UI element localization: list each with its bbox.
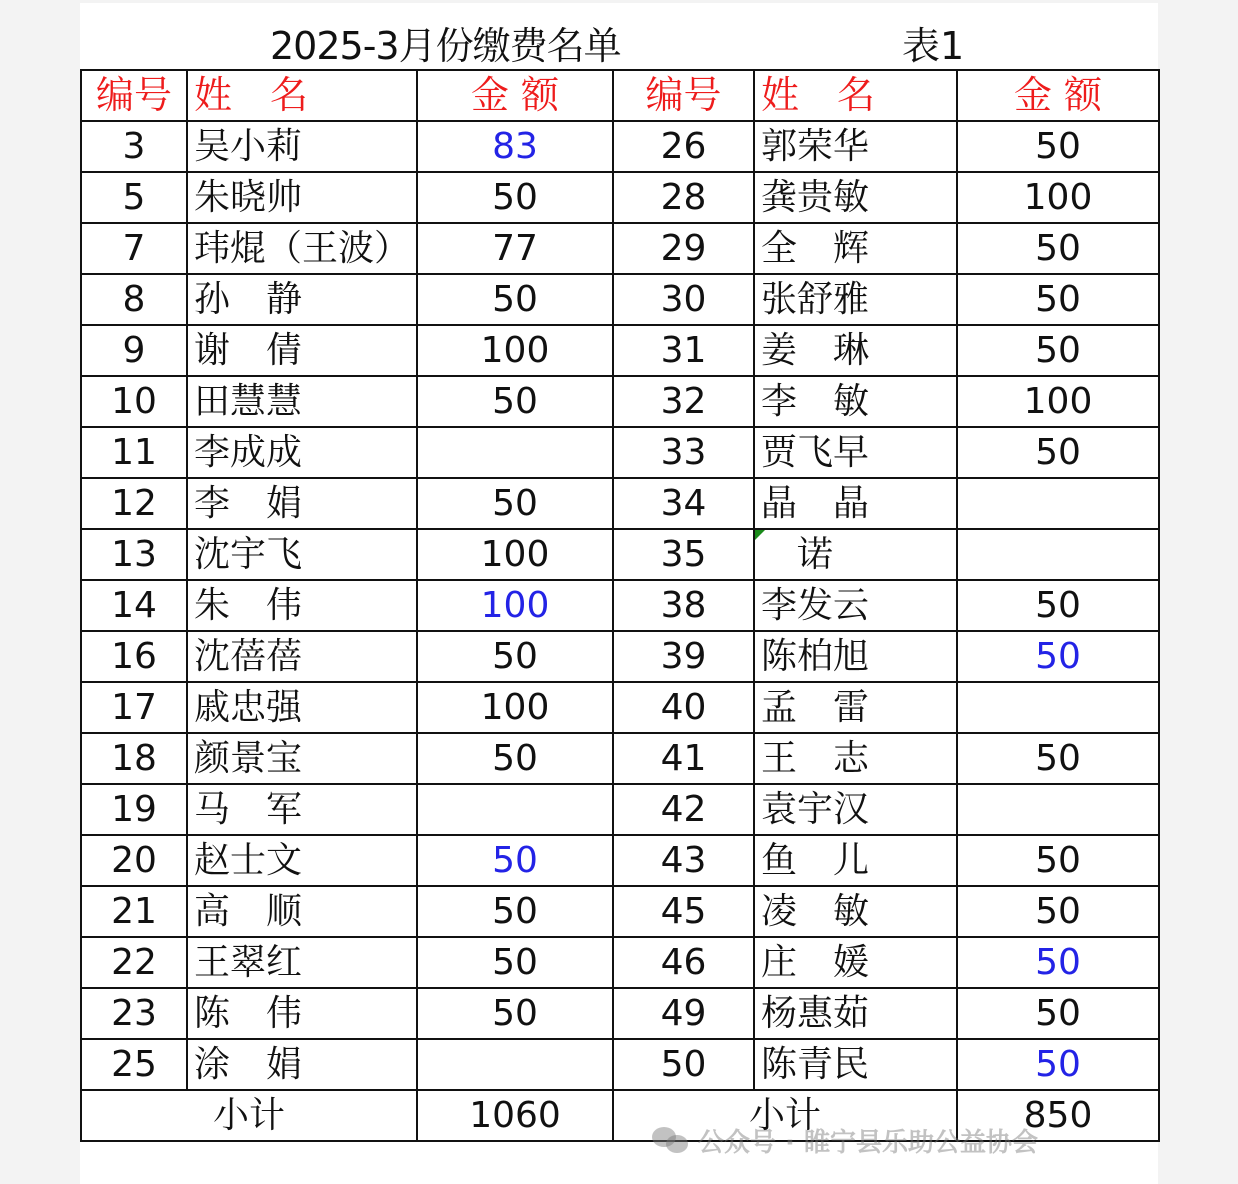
cell-name-left[interactable]: 李 娟	[187, 478, 417, 529]
cell-amount-left[interactable]: 50	[417, 835, 613, 886]
cell-amount-right[interactable]	[957, 784, 1159, 835]
cell-amount-right[interactable]: 50	[957, 631, 1159, 682]
cell-amount-left[interactable]	[417, 1039, 613, 1090]
table-row	[81, 325, 1159, 376]
table-row	[81, 427, 1159, 478]
table-row	[81, 733, 1159, 784]
cell-amount-right[interactable]: 100	[957, 376, 1159, 427]
fee-table-body	[81, 70, 1159, 1141]
cell-name-left[interactable]: 涂 娟	[187, 1039, 417, 1090]
cell-amount-left[interactable]: 77	[417, 223, 613, 274]
cell-name-right[interactable]: 杨惠茹	[754, 988, 957, 1039]
cell-amount-right[interactable]: 50	[957, 835, 1159, 886]
cell-name-left[interactable]: 赵士文	[187, 835, 417, 886]
cell-amount-right[interactable]: 50	[957, 325, 1159, 376]
cell-name-left[interactable]: 朱 伟	[187, 580, 417, 631]
cell-name-left[interactable]: 陈 伟	[187, 988, 417, 1039]
table-row	[81, 682, 1159, 733]
cell-name-right[interactable]: 龚贵敏	[754, 172, 957, 223]
cell-name-right[interactable]: 王 志	[754, 733, 957, 784]
cell-num-right[interactable]: 26	[613, 121, 754, 172]
cell-name-right[interactable]: 全 辉	[754, 223, 957, 274]
cell-name-right[interactable]: 陈青民	[754, 1039, 957, 1090]
header-name-right[interactable]: 姓 名	[754, 70, 957, 121]
cell-amount-right[interactable]	[957, 478, 1159, 529]
cell-num-right[interactable]: 34	[613, 478, 754, 529]
cell-num-left[interactable]: 18	[81, 733, 187, 784]
cell-num-left[interactable]: 21	[81, 886, 187, 937]
cell-num-right[interactable]: 39	[613, 631, 754, 682]
cell-name-left[interactable]: 沈蓓蓓	[187, 631, 417, 682]
table-row	[81, 529, 1159, 580]
cell-name-left[interactable]: 谢 倩	[187, 325, 417, 376]
cell-num-right[interactable]: 46	[613, 937, 754, 988]
cell-amount-right[interactable]: 50	[957, 223, 1159, 274]
cell-num-right[interactable]: 33	[613, 427, 754, 478]
cell-amount-right[interactable]: 50	[957, 733, 1159, 784]
table-label: 表1	[902, 24, 965, 68]
cell-name-left[interactable]: 沈宇飞	[187, 529, 417, 580]
cell-num-right[interactable]: 42	[613, 784, 754, 835]
cell-name-right[interactable]: 袁宇汉	[754, 784, 957, 835]
header-num-right[interactable]: 编号	[613, 70, 754, 121]
title-row	[80, 3, 1158, 69]
table-row	[81, 376, 1159, 427]
cell-amount-left[interactable]: 83	[417, 121, 613, 172]
cell-name-left[interactable]: 田慧慧	[187, 376, 417, 427]
cell-name-right[interactable]: 李发云	[754, 580, 957, 631]
cell-amount-left[interactable]: 50	[417, 274, 613, 325]
cell-num-right[interactable]: 45	[613, 886, 754, 937]
cell-amount-left[interactable]: 50	[417, 376, 613, 427]
cell-amount-left[interactable]: 50	[417, 733, 613, 784]
cell-num-left[interactable]: 14	[81, 580, 187, 631]
cell-name-left[interactable]: 玮焜（王波）	[187, 223, 417, 274]
cell-amount-left[interactable]: 100	[417, 325, 613, 376]
cell-num-left[interactable]: 8	[81, 274, 187, 325]
cell-num-left[interactable]: 3	[81, 121, 187, 172]
cell-num-right[interactable]: 32	[613, 376, 754, 427]
table-row	[81, 631, 1159, 682]
table-row	[81, 172, 1159, 223]
cell-amount-right[interactable]: 50	[957, 937, 1159, 988]
cell-amount-left[interactable]: 50	[417, 478, 613, 529]
cell-name-right[interactable]: 凌 敏	[754, 886, 957, 937]
cell-name-right[interactable]: 郭荣华	[754, 121, 957, 172]
cell-num-right[interactable]: 43	[613, 835, 754, 886]
cell-num-right[interactable]: 49	[613, 988, 754, 1039]
cell-num-right[interactable]: 35	[613, 529, 754, 580]
watermark	[652, 1122, 1038, 1159]
cell-num-left[interactable]: 7	[81, 223, 187, 274]
cell-num-left[interactable]: 5	[81, 172, 187, 223]
cell-amount-left[interactable]: 50	[417, 886, 613, 937]
cell-amount-left[interactable]: 100	[417, 682, 613, 733]
cell-name-right[interactable]: 陈柏旭	[754, 631, 957, 682]
cell-num-left[interactable]: 17	[81, 682, 187, 733]
header-name-left[interactable]: 姓 名	[187, 70, 417, 121]
cell-name-left[interactable]: 王翠红	[187, 937, 417, 988]
cell-amount-right[interactable]	[957, 682, 1159, 733]
cell-num-left[interactable]: 19	[81, 784, 187, 835]
cell-amount-right[interactable]: 50	[957, 121, 1159, 172]
cell-name-left[interactable]: 戚忠强	[187, 682, 417, 733]
cell-amount-right[interactable]: 100	[957, 172, 1159, 223]
cell-amount-left[interactable]	[417, 427, 613, 478]
cell-num-left[interactable]: 13	[81, 529, 187, 580]
subtotal-amount-left[interactable]: 1060	[417, 1090, 613, 1141]
cell-num-left[interactable]: 22	[81, 937, 187, 988]
subtotal-amount-right[interactable]: 850	[957, 1090, 1159, 1141]
table-row	[81, 1039, 1159, 1090]
cell-amount-right[interactable]: 50	[957, 886, 1159, 937]
cell-name-text: 诺	[761, 534, 834, 575]
cell-num-right[interactable]: 31	[613, 325, 754, 376]
cell-amount-right[interactable]	[957, 529, 1159, 580]
table-row	[81, 580, 1159, 631]
subtotal-label-right[interactable]: 小计	[613, 1090, 957, 1141]
header-amount-left[interactable]: 金 额	[417, 70, 613, 121]
header-amount-right[interactable]: 金 额	[957, 70, 1159, 121]
cell-num-left[interactable]: 23	[81, 988, 187, 1039]
comment-indicator-icon	[755, 530, 765, 540]
cell-amount-right[interactable]: 50	[957, 580, 1159, 631]
cell-num-right[interactable]: 29	[613, 223, 754, 274]
cell-num-left[interactable]: 25	[81, 1039, 187, 1090]
cell-num-left[interactable]: 16	[81, 631, 187, 682]
cell-name-left[interactable]: 李成成	[187, 427, 417, 478]
table-row	[81, 835, 1159, 886]
cell-amount-right[interactable]: 50	[957, 1039, 1159, 1090]
header-num-left[interactable]: 编号	[81, 70, 187, 121]
cell-num-left[interactable]: 11	[81, 427, 187, 478]
cell-amount-left[interactable]	[417, 784, 613, 835]
cell-name-right[interactable]: 孟 雷	[754, 682, 957, 733]
cell-num-left[interactable]: 9	[81, 325, 187, 376]
cell-amount-left[interactable]: 50	[417, 172, 613, 223]
table-row	[81, 937, 1159, 988]
cell-num-left[interactable]: 10	[81, 376, 187, 427]
cell-num-right[interactable]: 38	[613, 580, 754, 631]
cell-name-right[interactable]: 李 敏	[754, 376, 957, 427]
cell-num-right[interactable]: 30	[613, 274, 754, 325]
cell-amount-left[interactable]: 50	[417, 937, 613, 988]
table-row	[81, 274, 1159, 325]
cell-amount-right[interactable]: 50	[957, 274, 1159, 325]
table-row	[81, 988, 1159, 1039]
page-title: 2025-3月份缴费名单	[270, 24, 621, 68]
cell-name-right[interactable]: 姜 琳	[754, 325, 957, 376]
cell-amount-left[interactable]: 100	[417, 580, 613, 631]
cell-num-right[interactable]: 28	[613, 172, 754, 223]
cell-amount-left[interactable]: 50	[417, 631, 613, 682]
table-row	[81, 478, 1159, 529]
cell-name-left[interactable]: 吴小莉	[187, 121, 417, 172]
fee-table	[80, 69, 1160, 1142]
cell-name-left[interactable]: 孙 静	[187, 274, 417, 325]
cell-name-right[interactable]: 庄 媛	[754, 937, 957, 988]
cell-name-left[interactable]: 颜景宝	[187, 733, 417, 784]
cell-name-right[interactable]: 张舒雅	[754, 274, 957, 325]
cell-name-right[interactable]: 贾飞早	[754, 427, 957, 478]
header-row	[81, 70, 1159, 121]
table-row	[81, 784, 1159, 835]
cell-num-left[interactable]: 12	[81, 478, 187, 529]
cell-name-right[interactable]: 鱼 儿	[754, 835, 957, 886]
cell-num-right[interactable]: 41	[613, 733, 754, 784]
cell-amount-right[interactable]: 50	[957, 988, 1159, 1039]
table-row	[81, 886, 1159, 937]
cell-name-left[interactable]: 高 顺	[187, 886, 417, 937]
cell-num-right[interactable]: 40	[613, 682, 754, 733]
cell-num-left[interactable]: 20	[81, 835, 187, 886]
wechat-logo-icon	[652, 1127, 690, 1155]
cell-name-left[interactable]: 朱晓帅	[187, 172, 417, 223]
cell-num-right[interactable]: 50	[613, 1039, 754, 1090]
table-row	[81, 121, 1159, 172]
cell-name-right[interactable]: 晶 晶	[754, 478, 957, 529]
subtotal-label-left[interactable]: 小计	[81, 1090, 417, 1141]
cell-amount-left[interactable]: 100	[417, 529, 613, 580]
cell-name-left[interactable]: 马 军	[187, 784, 417, 835]
table-row	[81, 223, 1159, 274]
cell-name-right[interactable]	[754, 529, 957, 580]
watermark-text: 公众号 · 睢宁县乐助公益协会	[698, 1128, 1038, 1158]
cell-amount-left[interactable]: 50	[417, 988, 613, 1039]
cell-amount-right[interactable]: 50	[957, 427, 1159, 478]
